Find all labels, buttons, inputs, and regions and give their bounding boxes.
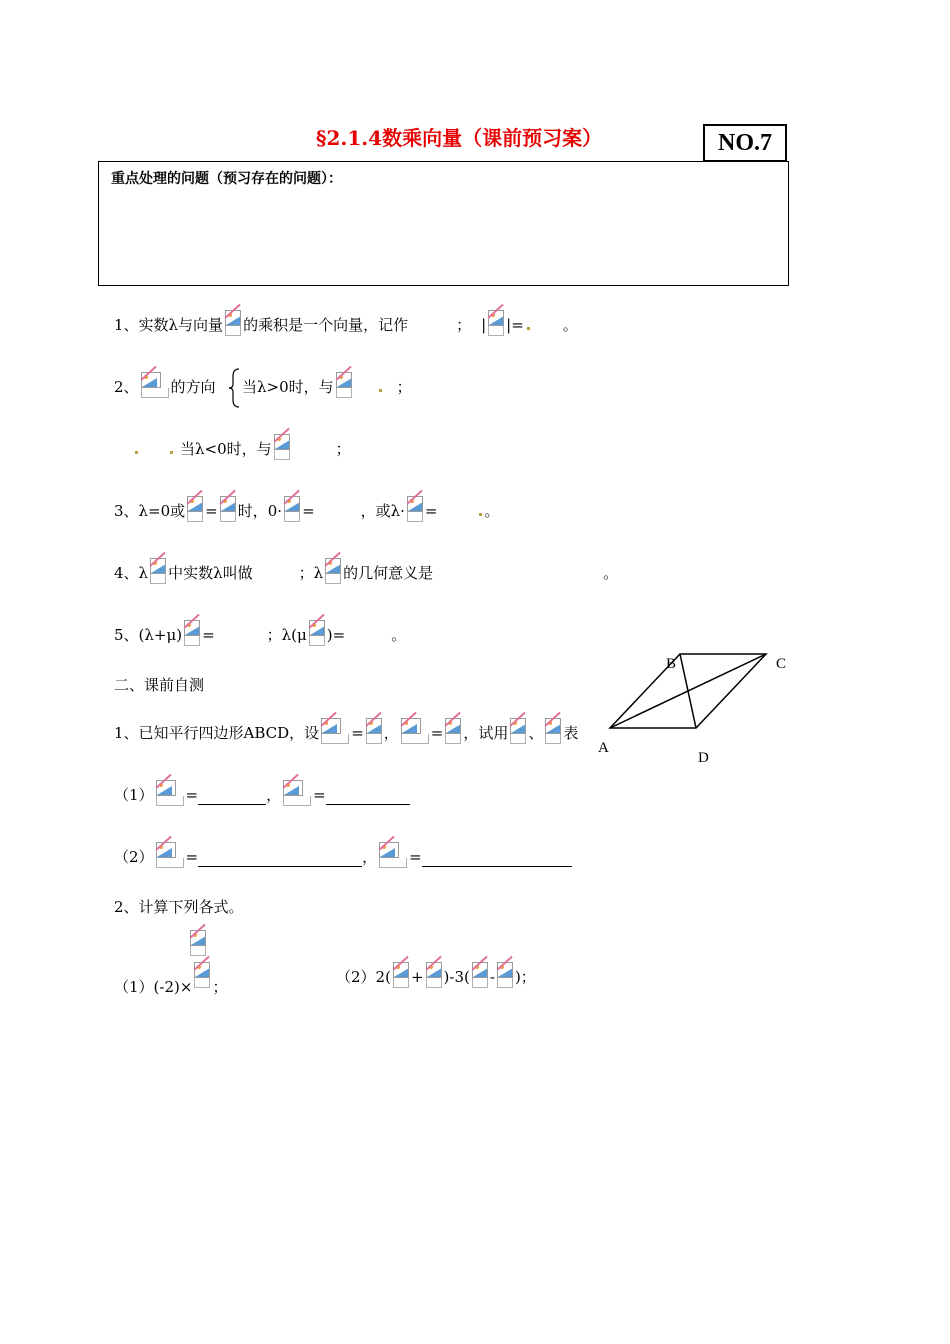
- item-2-case-positive: 当λ>0时，与 ；: [242, 372, 412, 398]
- question-1: 1、已知平行四边形ABCD，设 = ， = ，试用 、 表: [114, 718, 578, 744]
- blank-marker: [135, 451, 138, 454]
- vertex-label-a: A: [598, 740, 609, 756]
- vector-image-icon: [193, 962, 211, 988]
- diagonal-bd: [680, 654, 696, 728]
- vector-image-icon: [189, 930, 207, 956]
- vector-image-icon: [283, 496, 301, 522]
- question-2-part-1: （1）(-2)× ；: [114, 962, 227, 997]
- vector-image-icon: [219, 496, 237, 522]
- vertex-label-d: D: [698, 750, 709, 766]
- blank-marker: [479, 513, 482, 516]
- vector-image-icon: [400, 718, 430, 744]
- answer-blank[interactable]: [326, 786, 410, 805]
- vector-image-icon: [155, 780, 185, 806]
- lesson-number-box: [703, 124, 787, 162]
- item-2: 2、 的方向: [114, 372, 216, 398]
- blank-marker: [170, 451, 173, 454]
- page-title: §2.1.4数乘向量（课前预习案）: [316, 126, 603, 150]
- vector-image-icon: [496, 962, 514, 988]
- section-2-heading: 二、课前自测: [114, 676, 205, 694]
- vertex-label-c: C: [776, 656, 787, 672]
- vector-image-icon: [365, 718, 383, 744]
- vector-image-icon: [487, 310, 505, 336]
- brace-icon: [228, 368, 240, 408]
- answer-blank[interactable]: [198, 848, 362, 867]
- vector-image-icon: [425, 962, 443, 988]
- vector-image-icon: [320, 718, 350, 744]
- item-2-case-negative: 当λ<0时，与 ；: [132, 434, 351, 460]
- vector-image-icon: [183, 620, 201, 646]
- blank-marker: [379, 389, 382, 392]
- vector-image-icon: [406, 496, 424, 522]
- blank-marker: [527, 327, 530, 330]
- vector-image-icon: [471, 962, 489, 988]
- question-1-part-2: （2） = ， =: [114, 842, 572, 868]
- vector-image-icon: [140, 372, 170, 398]
- answer-blank[interactable]: [198, 786, 266, 805]
- parallelogram-diagram: [596, 648, 796, 768]
- vector-image-icon: [509, 718, 527, 744]
- item-1: 1、实数λ与向量 的乘积是一个向量，记作 ； | |= 。: [114, 310, 578, 336]
- question-1-part-1: （1） = ， =: [114, 780, 410, 806]
- notes-box: [98, 161, 789, 286]
- question-2-heading: 2、计算下列各式。: [114, 898, 244, 916]
- vector-image-icon: [282, 780, 312, 806]
- item-4: 4、λ 中实数λ叫做 ；λ 的几何意义是 。: [114, 558, 618, 584]
- vector-image-icon: [273, 434, 291, 460]
- vector-image-icon: [378, 842, 408, 868]
- question-2-part-2: （2）2( + )-3( - )；: [336, 962, 536, 988]
- vector-image-icon: [544, 718, 562, 744]
- item-5: 5、(λ+μ) = ；λ(μ )= 。: [114, 620, 406, 646]
- vector-image-icon: [308, 620, 326, 646]
- vector-image-icon: [324, 558, 342, 584]
- vertex-label-b: B: [666, 656, 677, 672]
- notes-box-label: 重点处理的问题（预习存在的问题）：: [111, 171, 342, 187]
- lesson-number: NO.7: [718, 129, 772, 156]
- vector-image-icon: [155, 842, 185, 868]
- vector-image-icon: [444, 718, 462, 744]
- item-3: 3、λ=0或 = 时，0· = ，或λ· = 。: [114, 496, 500, 522]
- vector-image-icon: [186, 496, 204, 522]
- vector-image-icon: [392, 962, 410, 988]
- vector-image-icon: [224, 310, 242, 336]
- answer-blank[interactable]: [422, 848, 572, 867]
- vector-image-icon: [149, 558, 167, 584]
- vector-image-icon: [335, 372, 353, 398]
